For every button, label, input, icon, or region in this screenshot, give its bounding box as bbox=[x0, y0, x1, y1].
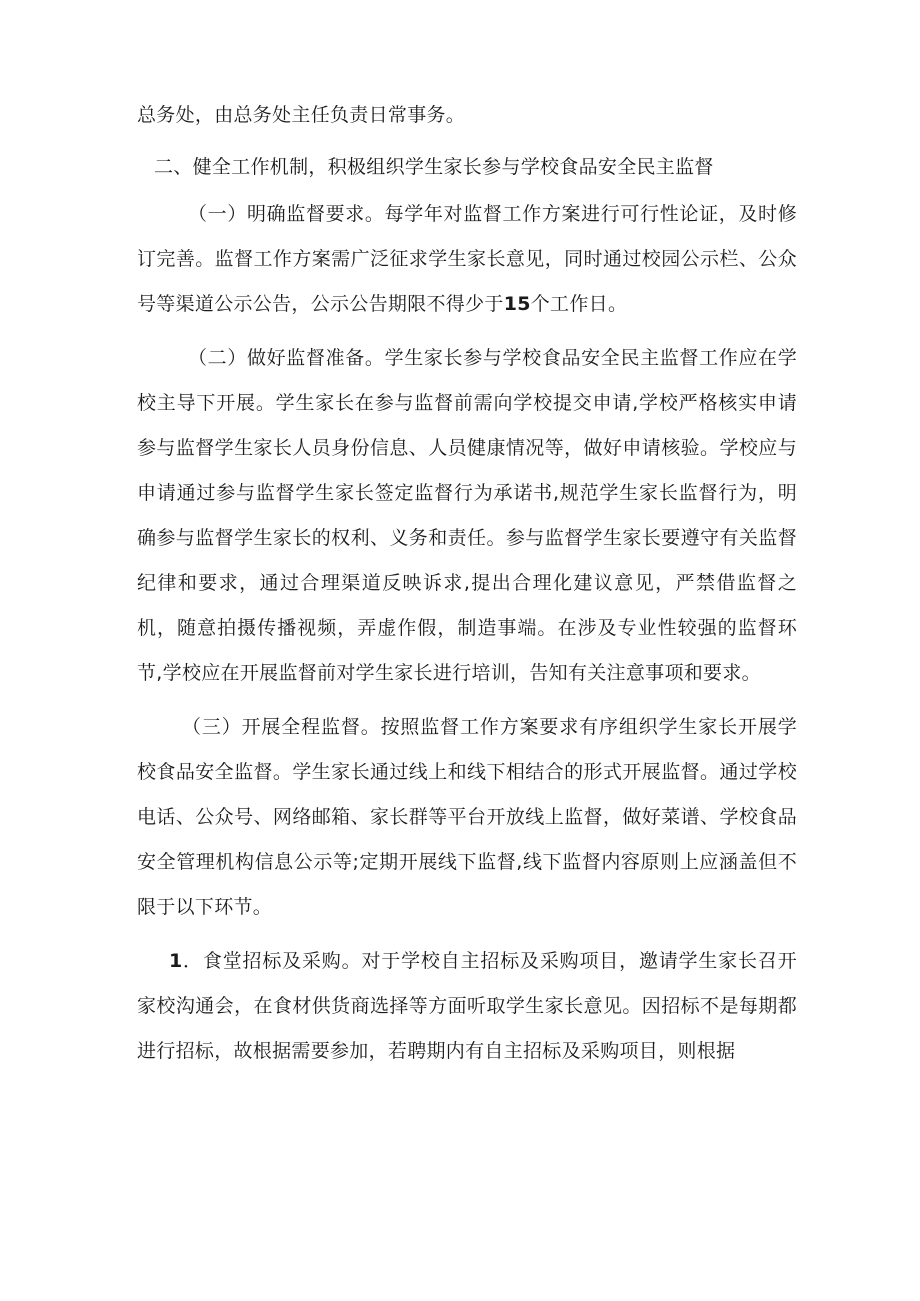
list-item-canteen-bidding bbox=[137, 939, 797, 1074]
paragraph-supervision-preparation: （二）做好监督准备。学生家长参与学校食品安全民主监督工作应在学校主导下开展。学生家长在参与监督前需向学校提交申请,学校严格核实申请参与监督学生家长人员身份信息、人员健康情况等，做好申请核验。学校应与申请通过参与监督学生家长签定监督行为承诺书,规范学生家长监督行为，明确参与监督学生家长的权利、义务和责任。参与监督学生家长要遵守有关监督纪律和要求，通过合理渠道反映诉求,提出合理化建议意见，严禁借监督之机，随意拍摄传播视频，弄虚作假，制造事端。在涉及专业性较强的监督环节,学校应在开展监督前对学生家长进行培训，告知有关注意事项和要求。 bbox=[137, 347, 797, 684]
paragraph-full-supervision: （三）开展全程监督。按照监督工作方案要求有序组织学生家长开展学校食品安全监督。学生家长通过线上和线下相结合的形式开展监督。通过学校电话、公众号、网络邮箱、家长群等平台开放线上监督，做好菜谱、学校食品安全管理机构信息公示等;定期开展线下监督,线下监督内容原则上应涵盖但不限于以下环节。 bbox=[137, 716, 797, 918]
paragraph-continuation: 总务处，由总务处主任负责日常事务。 bbox=[137, 104, 466, 126]
list-item-text: ．食堂招标及采购。对于学校自主招标及采购项目，邀请学生家长召开家校沟通会，在食材供货商选择等方面听取学生家长意见。因招标不是每期都进行招标，故根据需要参加，若聘期内有自主招标及采购项目，则根据 bbox=[137, 950, 797, 1062]
paragraph-number-bold: 15 bbox=[503, 293, 531, 315]
paragraph-supervision-requirements bbox=[137, 192, 797, 327]
document-body bbox=[137, 93, 797, 1074]
list-item-number: 1 bbox=[169, 950, 183, 972]
paragraph-text: （一）明确监督要求。每学年对监督工作方案进行可行性论证，及时修订完善。监督工作方案需广泛征求学生家长意见，同时通过校园公示栏、公众号等渠道公示公告，公示公告期限不得少于 bbox=[137, 203, 797, 315]
section-heading: 二、健全工作机制，积极组织学生家长参与学校食品安全民主监督 bbox=[154, 156, 714, 178]
paragraph-text: 个工作日。 bbox=[530, 293, 628, 315]
